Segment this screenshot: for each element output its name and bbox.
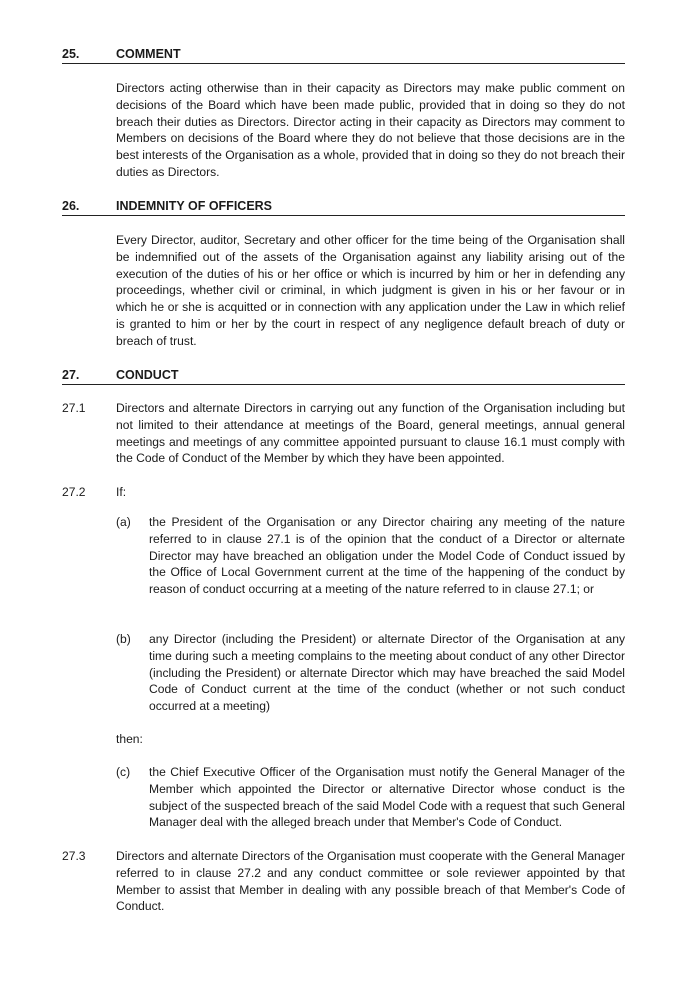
subclause-letter-a: (a)	[116, 515, 131, 529]
section-number: 27.	[62, 368, 80, 382]
clause-27-3-text: Directors and alternate Directors of the Organisation must cooperate with the General Manager referred to in clause 27.2 and any conduct committee or sole reviewer appointed by that Member to assist that Member in dealing with any possible breach of that Member's Code of Conduct.	[116, 849, 625, 914]
section-26-body: Every Director, auditor, Secretary and other officer for the time being of the Organisation shall be indemnified out of the assets of the Organisation against any liability arising out of the execution of the duties of his or her office or which is incurred by him or her in defending any proceedings, whether civil or criminal, in which judgment is given in his or her favour or in which he or she is acquitted or in connection with any application under the Law in which relief is granted to him or her by the court in respect of any negligence default breach of duty or breach of trust.	[116, 233, 625, 348]
clause-number-27-3: 27.3	[62, 849, 86, 863]
section-heading-27	[62, 364, 625, 385]
section-heading-26	[62, 195, 625, 216]
then-text: then:	[116, 732, 143, 746]
section-number: 25.	[62, 47, 80, 61]
subclause-letter-c: (c)	[116, 765, 131, 779]
subclause-letter-b: (b)	[116, 632, 131, 646]
section-title: CONDUCT	[116, 368, 179, 382]
clause-27-1-text: Directors and alternate Directors in carrying out any function of the Organisation including but not limited to their attendance at meetings of the Board, general meetings, annual general meetings and meetings of any committee appointed pursuant to clause 16.1 must comply with the Code of Conduct of the Member by which they have been appointed.	[116, 401, 625, 466]
section-title: COMMENT	[116, 47, 181, 61]
subclause-a-text: the President of the Organisation or any Director chairing any meeting of the nature referred to in clause 27.1 is of the opinion that the conduct of a Director or alternate Director may have breached an obligation under the Model Code of Conduct issued by the Office of Local Government current at the time of the happening of the conduct by reason of conduct occurring at a meeting of the nature referred to in clause 27.1; or	[149, 515, 625, 597]
section-heading-25	[62, 43, 625, 64]
section-title: INDEMNITY OF OFFICERS	[116, 199, 273, 213]
clause-number-27-1: 27.1	[62, 401, 86, 415]
clause-27-2-text: If:	[116, 485, 127, 499]
subclause-c-text: the Chief Executive Officer of the Organisation must notify the General Manager of the Member which appointed the Director or alternative Director whose conduct is the subject of the suspected breach of the said Model Code with a request that such General Manager deal with the alleged breach under that Member's Code of Conduct.	[149, 765, 625, 830]
section-number: 26.	[62, 199, 80, 213]
clause-number-27-2: 27.2	[62, 485, 86, 499]
subclause-b-text: any Director (including the President) or alternate Director of the Organisation at any time during such a meeting complains to the meeting about conduct of any other Director (including the President) or alternate Director which may have breached the said Model Code of Conduct current at the time of the conduct (whether or not such conduct occurred at a meeting)	[149, 632, 625, 714]
section-25-body: Directors acting otherwise than in their capacity as Directors may make public comment on decisions of the Board which have been made public, provided that in doing so they do not breach their duties as Directors. Director acting in their capacity as Directors may comment to Members on decisions of the Board where they do not believe that those decisions are in the best interests of the Organisation as a whole, provided that in doing so they do not breach their duties as Directors.	[116, 81, 625, 179]
